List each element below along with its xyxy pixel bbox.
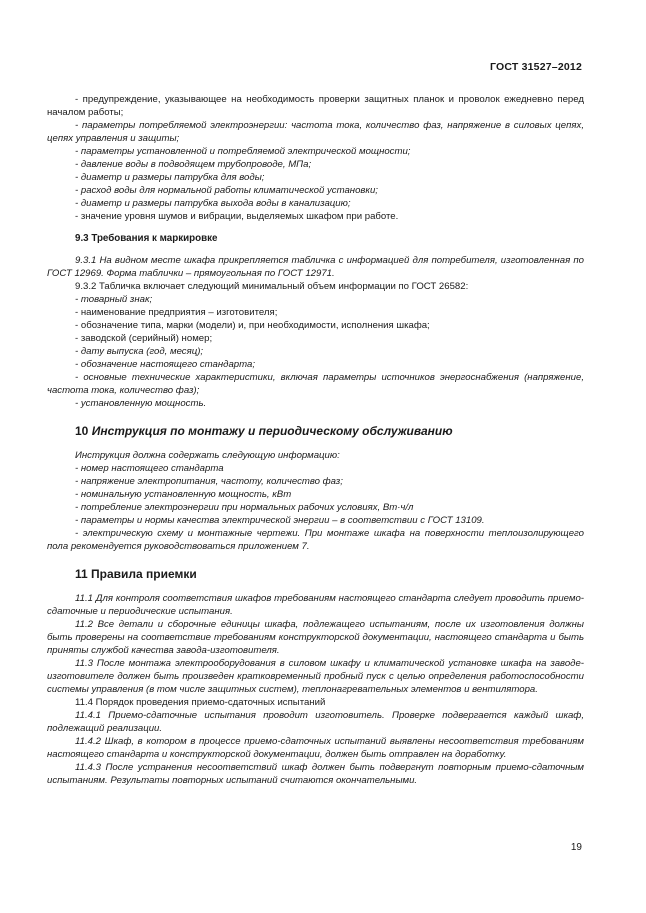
list-item: - значение уровня шумов и вибрации, выделяемых шкафом при работе. <box>75 211 399 222</box>
list-item: - напряжение электропитания, частоту, количество фаз; <box>75 476 343 487</box>
section-title: Инструкция по монтажу и периодическому обслуживанию <box>91 424 453 438</box>
list-item: - электрическую схему и монтажные чертежи. При монтаже шкафа на поверхности теплоизолирующего пола рекомендуется руководствоваться приложением 7. <box>47 528 584 552</box>
paragraph-11-4-3: 11.4.3 После устранения несоответствий шкаф должен быть подвергнут повторным приемо-сдаточным испытаниям. Результаты повторных испытаний считаются окончательными. <box>47 762 584 786</box>
page-content <box>47 93 584 787</box>
section-heading-11: 11 Правила приемки <box>75 567 197 581</box>
list-item: - наименование предприятия – изготовителя; <box>75 307 278 318</box>
list-item: - предупреждение, указывающее на необходимость проверки защитных планок и проволок ежедневно перед началом работы; <box>47 94 584 118</box>
list-item: - расход воды для нормальной работы климатической установки; <box>75 185 378 196</box>
list-item: - заводской (серийный) номер; <box>75 333 213 344</box>
list-item: - дату выпуска (год, месяц); <box>75 346 204 357</box>
paragraph-11-3: 11.3 После монтажа электрооборудования в силовом шкафу и климатической установке шкафа на заводе-изготовителе должен быть произведен кратковременный пробный пуск с целью определения работоспособности системы управления (в том числе защитных систем), теплонагревательных элементов и вентилятора. <box>47 658 584 695</box>
list-item: - установленную мощность. <box>75 398 207 409</box>
paragraph-11-4-1: 11.4.1 Приемо-сдаточные испытания проводит изготовитель. Проверке подвергается каждый шкаф, подлежащий реализации. <box>47 710 584 734</box>
list-item: - номер настоящего стандарта <box>75 463 224 474</box>
list-item: - параметры потребляемой электроэнергии: частота тока, количество фаз, напряжение в силовых цепях, цепях управления и защиты; <box>47 120 584 144</box>
list-item: - потребление электроэнергии при нормальных рабочих условиях, Вт·ч/л <box>75 502 414 513</box>
list-item: - давление воды в подводящем трубопроводе, МПа; <box>75 159 312 170</box>
list-item: - параметры и нормы качества электрической энергии – в соответствии с ГОСТ 13109. <box>75 515 485 526</box>
list-item: - основные технические характеристики, включая параметры источников энергоснабжения (напряжение, частота тока, количество фаз); <box>47 372 584 396</box>
page-number: 19 <box>570 842 582 853</box>
list-item: - параметры установленной и потребляемой электрической мощности; <box>75 146 411 157</box>
paragraph-11-2: 11.2 Все детали и сборочные единицы шкафа, подлежащего испытаниям, после их изготовления должны быть проверены на соответствие требованиям конструкторской документации, настоящего стандарта и быть приняты службой качества завода-изготовителя. <box>47 619 584 656</box>
section-number: 10 <box>75 424 89 438</box>
document-code-header: ГОСТ 31527–2012 <box>489 61 582 73</box>
paragraph-11-4-2: 11.4.2 Шкаф, в котором в процессе приемо-сдаточных испытаний выявлены несоответствия требованиям настоящего стандарта и конструкторской документации, должен быть отправлен на доработку. <box>47 736 584 760</box>
list-item: - обозначение настоящего стандарта; <box>75 359 255 370</box>
paragraph-9-3-1: 9.3.1 На видном месте шкафа прикрепляется табличка с информацией для потребителя, изготовленная по ГОСТ 12969. Форма таблички – прямоугольная по ГОСТ 12971. <box>47 255 584 279</box>
list-item: - обозначение типа, марки (модели) и, при необходимости, исполнения шкафа; <box>75 320 430 331</box>
paragraph-intro: Инструкция должна содержать следующую информацию: <box>75 450 340 461</box>
section-heading-9-3: 9.3 Требования к маркировке <box>75 233 218 244</box>
list-item: - номинальную установленную мощность, кВт <box>75 489 292 500</box>
section-heading-10 <box>75 424 584 439</box>
list-item: - диаметр и размеры патрубка выхода воды в канализацию; <box>75 198 351 209</box>
paragraph-9-3-2: 9.3.2 Табличка включает следующий минимальный объем информации по ГОСТ 26582: <box>75 281 469 292</box>
list-item: - диаметр и размеры патрубка для воды; <box>75 172 265 183</box>
list-item: - товарный знак; <box>75 294 153 305</box>
paragraph-11-1: 11.1 Для контроля соответствия шкафов требованиям настоящего стандарта следует проводить приемо-сдаточные и периодические испытания. <box>47 593 584 617</box>
paragraph-11-4: 11.4 Порядок проведения приемо-сдаточных испытаний <box>75 697 326 708</box>
